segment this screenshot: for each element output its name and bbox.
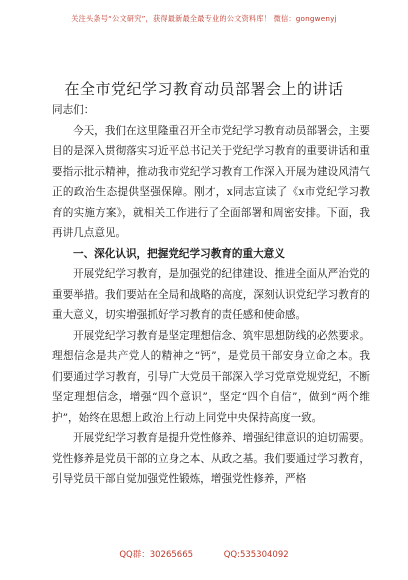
document-body	[52, 100, 370, 490]
salutation: 同志们：	[52, 104, 95, 116]
section-heading: 一、深化认识，把握党纪学习教育的重大意义	[73, 247, 285, 260]
qq-group-text: QQ群：30265665	[119, 550, 194, 560]
body-paragraph: 开展党纪学习教育是提升党性修养、增强纪律意识的迫切需要。党性修养是党员干部的立身之本、从政之基。我们要通过学习教育，引导党员干部自觉加强党性锻炼，增强党性修养，严格	[52, 432, 370, 485]
header-banner: 关注头条号“公文研究”，获得最新最全最专业的公文资料库！ 微信：gongwenyj	[71, 14, 337, 23]
intro-paragraph: 今天，我们在这里隆重召开全市党纪学习教育动员部署会，主要目的是深入贯彻落实习近平总书记关于党纪学习教育的重要讲话和重要指示批示精神，推动我市党纪学习教育工作深入开展为建设风清气正的政治生态提供坚强保障。刚才，x同志宣读了《x市党纪学习教育的实施方案》，就相关工作进行了全面部署和周密安排。下面，我再讲几点意见。	[52, 124, 370, 239]
page-title: 在全市党纪学习教育动员部署会上的讲话	[64, 80, 344, 98]
body-paragraph: 开展党纪学习教育是坚定理想信念、筑牢思想防线的必然要求。理想信念是共产党人的精神之“钙”，是党员干部安身立命之本。我们要通过学习教育，引导广大党员干部深入学习党章党规党纪，不断坚定理想信念，增强“四个意识”，坚定“四个自信”，做到“两个维护”，始终在思想上政治上行动上同党中央保持高度一致。	[52, 329, 370, 424]
body-paragraph: 开展党纪学习教育，是加强党的纪律建设、推进全面从严治党的重要举措。我们要站在全局和战略的高度，深刻认识党纪学习教育的重大意义，切实增强抓好学习教育的责任感和使命感。	[52, 268, 370, 321]
footer-contacts	[0, 548, 408, 560]
qq-text: QQ:535304092	[223, 550, 289, 560]
